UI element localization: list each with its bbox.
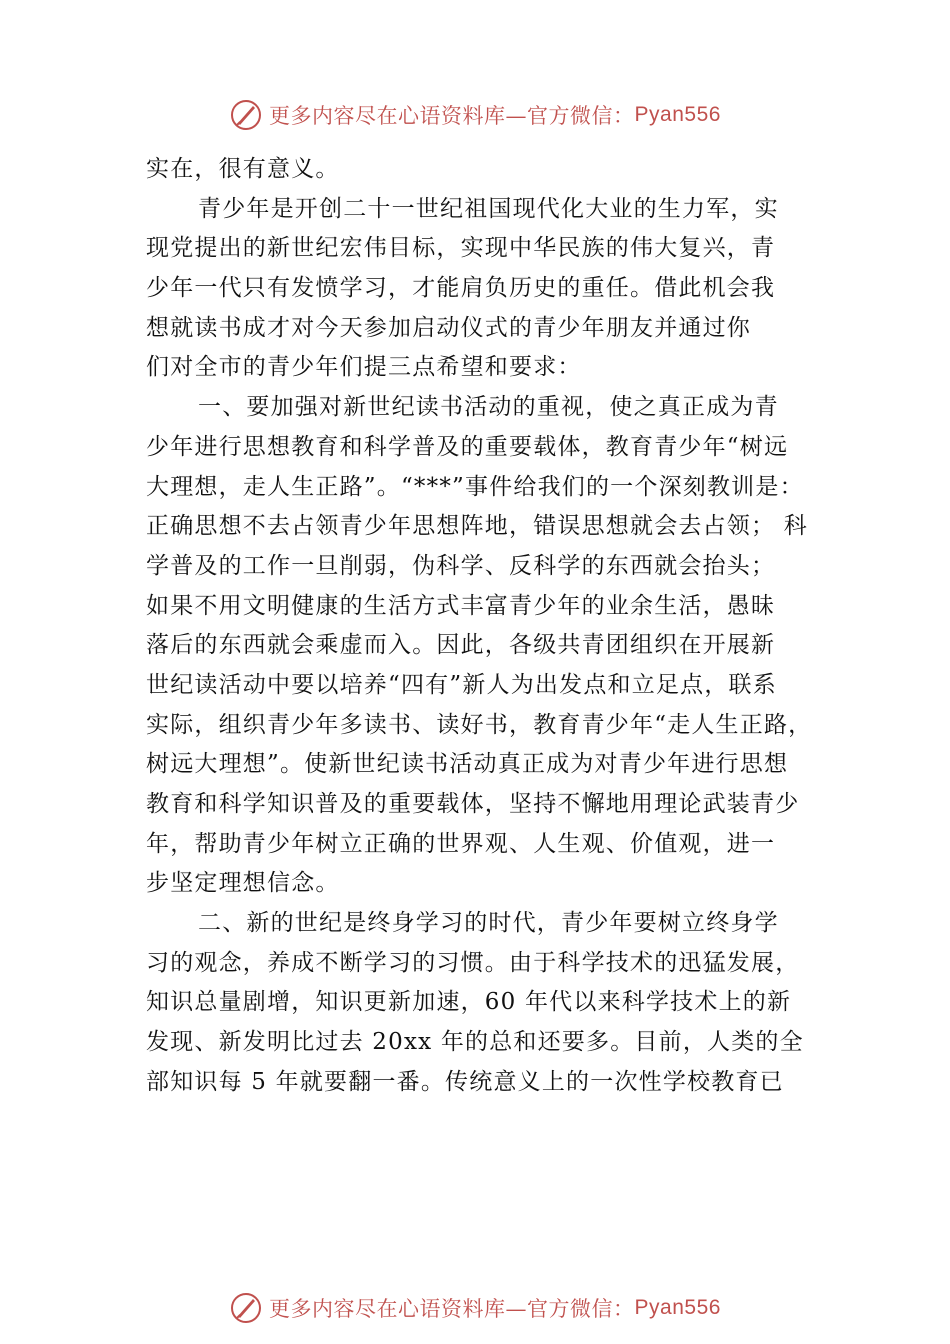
text-line: 少年一代只有发愤学习，才能肩负历史的重任。借此机会我 — [146, 275, 776, 302]
text-line: 世纪读活动中要以培养“四有”新人为出发点和立足点，联系 — [146, 671, 777, 698]
text-line: 知识总量剧增，知识更新加速，60 年代以来科学技术上的新 — [146, 989, 792, 1016]
text-line: 二、新的世纪是终身学习的时代，青少年要树立终身学 — [198, 910, 779, 937]
footer-banner-text: 更多内容尽在心语资料库—官方微信： — [269, 1297, 635, 1321]
text-line: 如果不用文明健康的生活方式丰富青少年的业余生活，愚昧 — [146, 592, 776, 619]
quill-seal-icon — [229, 1291, 263, 1325]
text-line: 正确思想不去占领青少年思想阵地，错误思想就会去占领； 科 — [146, 513, 808, 540]
text-line: 学普及的工作一旦削弱，伪科学、反科学的东西就会抬头； — [146, 552, 776, 579]
text-line: 现党提出的新世纪宏伟目标，实现中华民族的伟大复兴，青 — [146, 235, 776, 262]
text-line: 实在，很有意义。 — [146, 156, 340, 182]
header-banner — [0, 95, 950, 135]
text-line: 步坚定理想信念。 — [146, 870, 340, 897]
text-line: 少年进行思想教育和科学普及的重要载体，教育青少年“树远 — [146, 433, 789, 460]
text-line: 树远大理想”。使新世纪读书活动真正成为对青少年进行思想 — [146, 751, 789, 778]
text-line: 们对全市的青少年们提三点希望和要求： — [146, 354, 582, 381]
text-line: 一、要加强对新世纪读书活动的重视，使之真正成为青 — [198, 394, 779, 421]
text-line: 实际，组织青少年多读书、读好书，教育青少年“走人生正路， — [146, 711, 813, 738]
body-text — [146, 150, 813, 1103]
text-line: 想就读书成才对今天参加启动仪式的青少年朋友并通过你 — [146, 314, 751, 341]
text-line: 大理想，走人生正路”。“***”事件给我们的一个深刻教训是： — [146, 473, 804, 500]
header-banner-handle: Pyan556 — [634, 103, 721, 126]
text-line: 年，帮助青少年树立正确的世界观、人生观、价值观，进一 — [146, 830, 776, 857]
footer-banner — [0, 1288, 950, 1328]
text-line: 青少年是开创二十一世纪祖国现代化大业的生力军，实 — [198, 195, 779, 222]
quill-seal-icon — [229, 98, 263, 132]
text-line: 部知识每 5 年就要翻一番。传统意义上的一次性学校教育已 — [146, 1068, 784, 1095]
text-line: 落后的东西就会乘虚而入。因此，各级共青团组织在开展新 — [146, 632, 776, 659]
text-line: 发现、新发明比过去 20xx 年的总和还要多。目前，人类的全 — [146, 1029, 804, 1056]
header-banner-text: 更多内容尽在心语资料库—官方微信： — [269, 104, 635, 128]
text-line: 教育和科学知识普及的重要载体，坚持不懈地用理论武装青少 — [146, 791, 800, 817]
text-line: 习的观念，养成不断学习的习惯。由于科学技术的迅猛发展， — [146, 949, 800, 976]
footer-banner-handle: Pyan556 — [634, 1296, 721, 1319]
